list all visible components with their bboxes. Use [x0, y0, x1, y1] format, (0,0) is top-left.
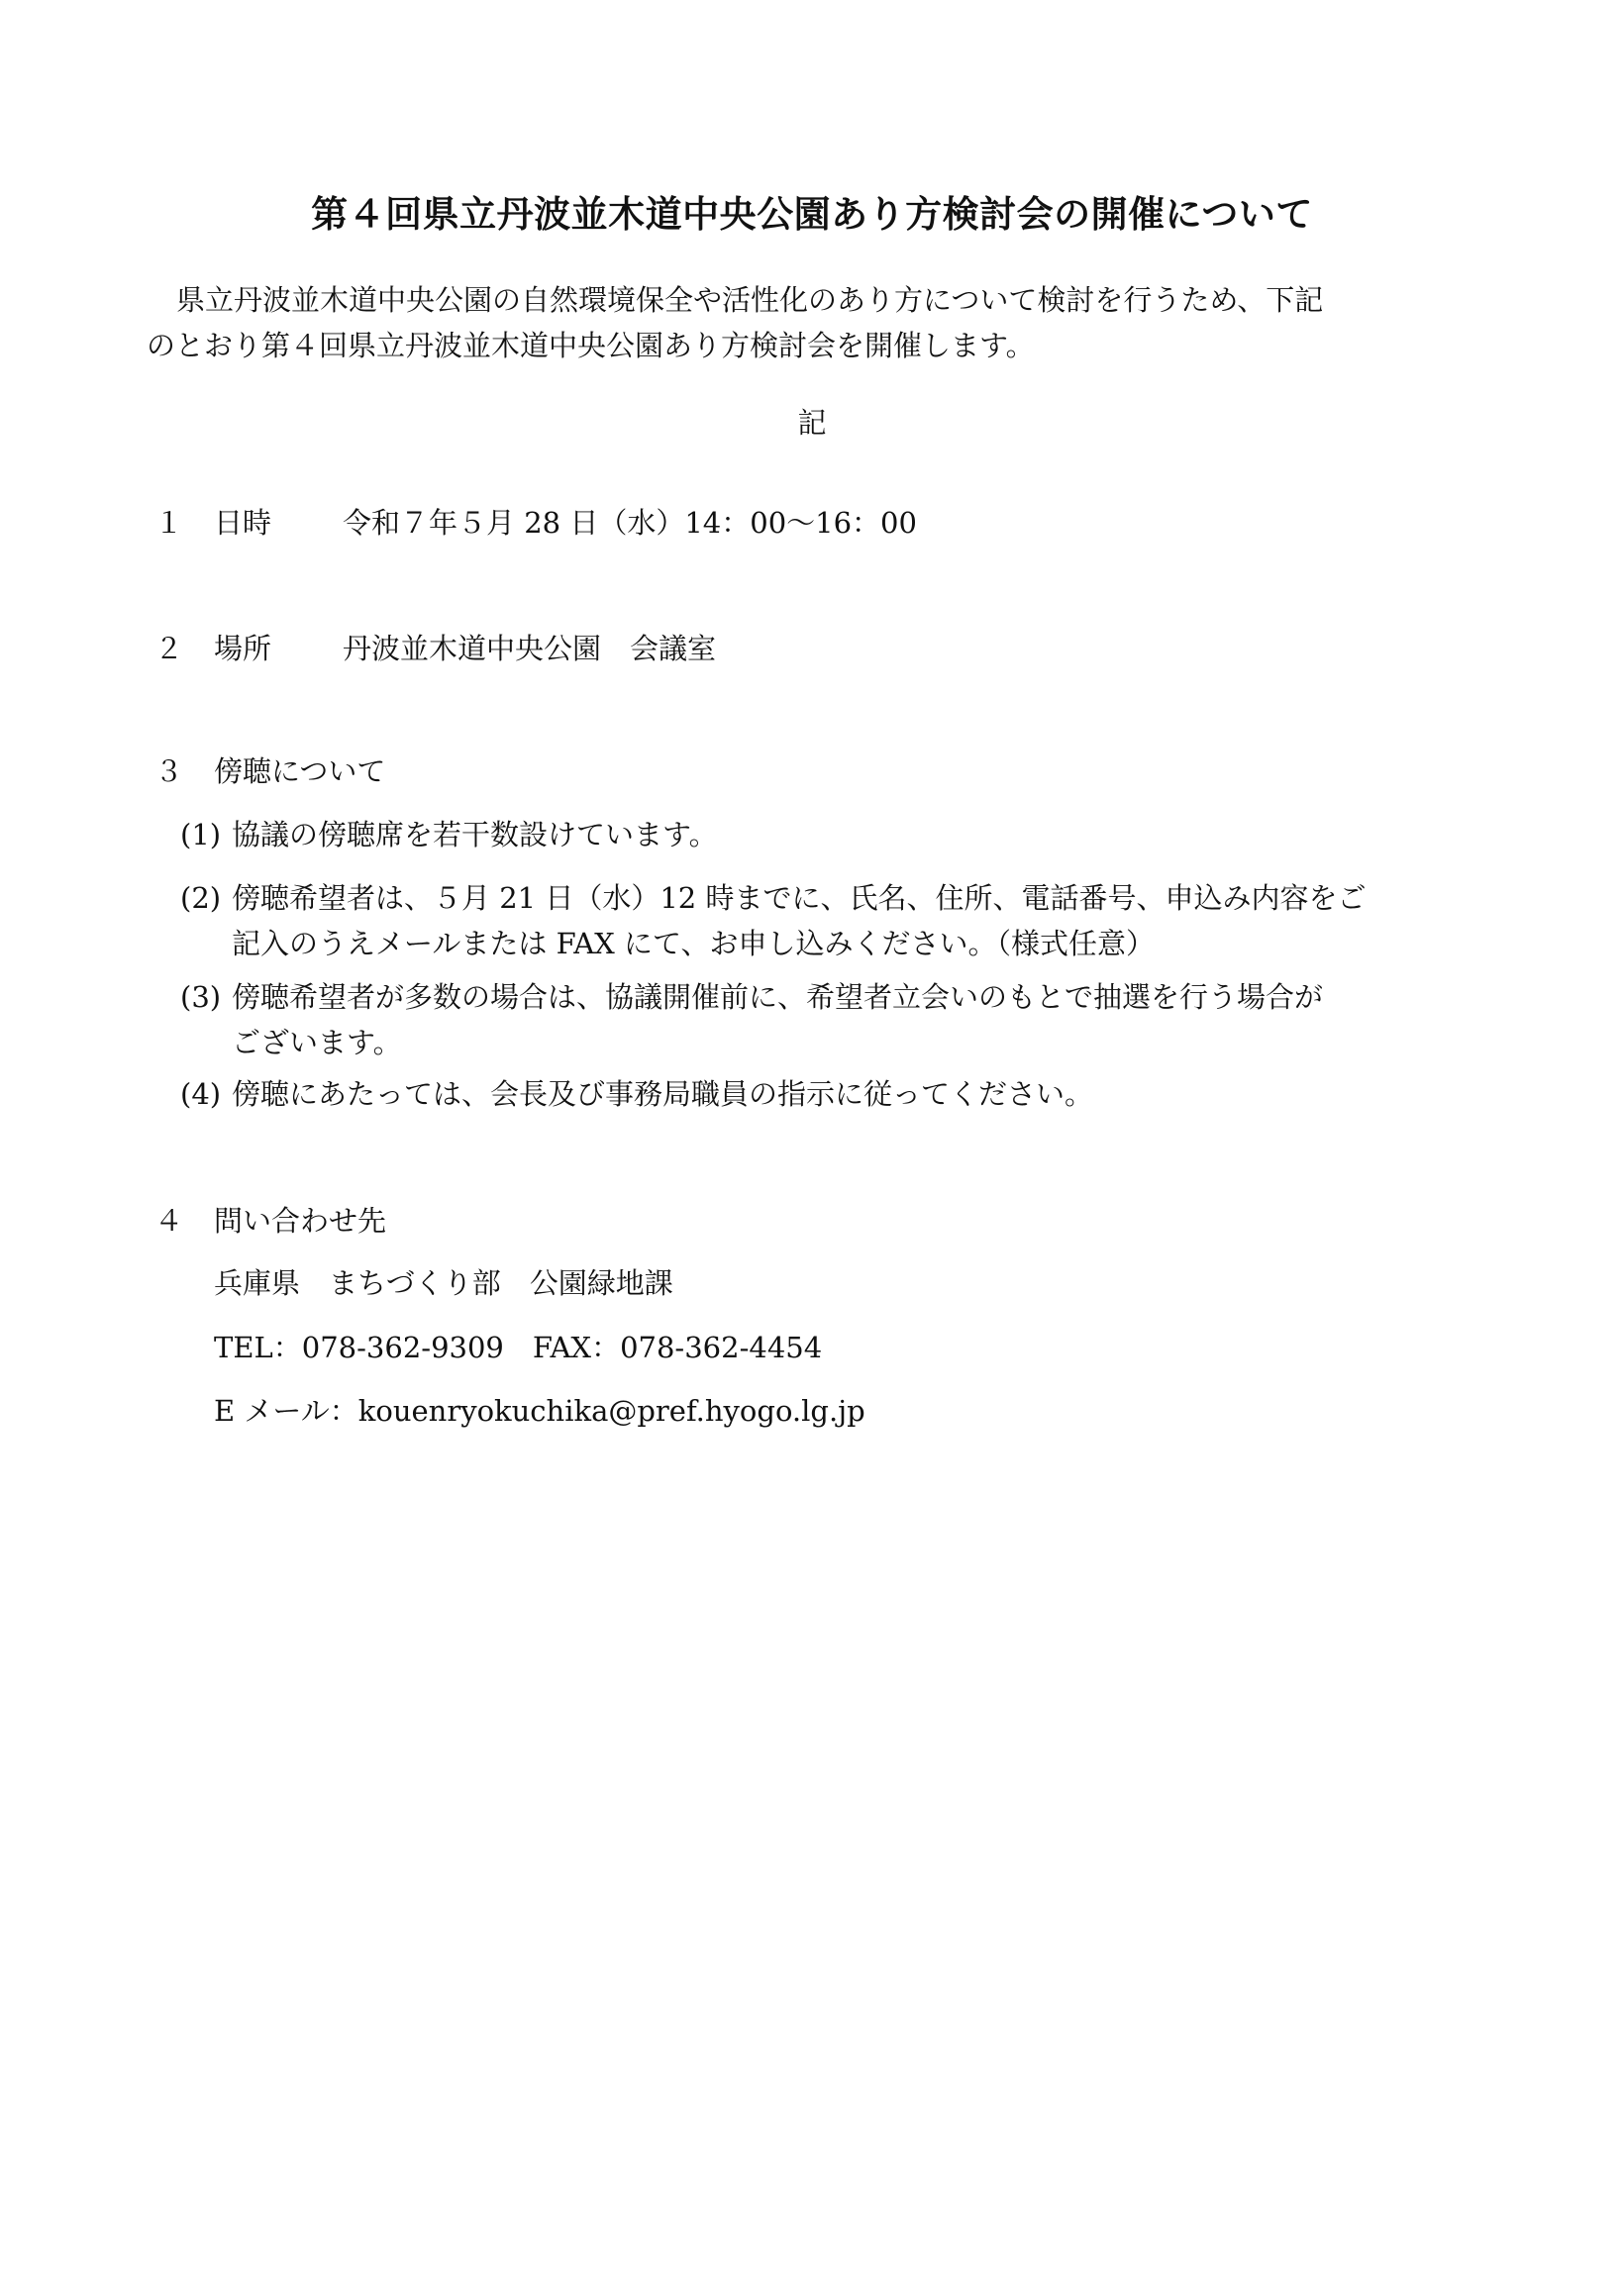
item-text: 協議の傍聴席を若干数設けています。	[232, 818, 718, 851]
hearing-item	[180, 812, 1497, 857]
section-heading: 問い合わせ先	[214, 1204, 387, 1238]
section-heading: 場所	[214, 632, 272, 665]
item-text-continued: 記入のうえメールまたは FAX にて、お申し込みください。（様式任意）	[232, 927, 1155, 960]
section-heading: 日時	[214, 506, 272, 540]
item-text-continued: ございます。	[232, 1026, 402, 1059]
ki-heading: 記	[797, 406, 827, 440]
intro-line: のとおり第４回県立丹波並木道中央公園あり方検討会を開催します。	[147, 329, 1035, 362]
section-hearing	[154, 749, 385, 794]
hearing-item	[180, 1071, 1497, 1117]
item-mark: (4)	[180, 1077, 222, 1111]
section-number: ４	[154, 1204, 184, 1238]
intro-line: 県立丹波並木道中央公園の自然環境保全や活性化のあり方について検討を行うため、下記	[176, 283, 1324, 317]
item-mark: (1)	[180, 818, 222, 851]
contact-email: E メール：kouenryokuchika@pref.hyogo.lg.jp	[214, 1394, 865, 1428]
datetime-value: 令和７年５月 28 日（水）14：00～16：00	[343, 506, 917, 540]
section-heading: 傍聴について	[214, 754, 386, 788]
contact-organization: 兵庫県 まちづくり部 公園緑地課	[214, 1266, 673, 1300]
hearing-item	[180, 974, 1497, 1065]
section-place	[154, 626, 716, 671]
section-number: ３	[154, 754, 184, 788]
document-title: 第４回県立丹波並木道中央公園あり方検討会の開催について	[311, 193, 1313, 236]
item-mark: (2)	[180, 881, 222, 915]
contact-phone-fax: TEL：078-362-9309 FAX：078-362-4454	[214, 1331, 823, 1364]
item-text: 傍聴にあたっては、会長及び事務局職員の指示に従ってください。	[232, 1077, 1094, 1111]
section-number: ２	[154, 632, 184, 665]
item-text: 傍聴希望者が多数の場合は、協議開催前に、希望者立会いのもとで抽選を行う場合が	[232, 980, 1324, 1014]
section-number: １	[154, 506, 184, 540]
hearing-item	[180, 875, 1497, 966]
place-value: 丹波並木道中央公園 会議室	[343, 632, 717, 665]
section-datetime	[154, 500, 917, 546]
item-mark: (3)	[180, 980, 222, 1014]
item-text: 傍聴希望者は、５月 21 日（水）12 時までに、氏名、住所、電話番号、申込み内容をご	[232, 881, 1367, 915]
section-contact	[154, 1198, 386, 1244]
intro-paragraph	[147, 277, 1493, 368]
